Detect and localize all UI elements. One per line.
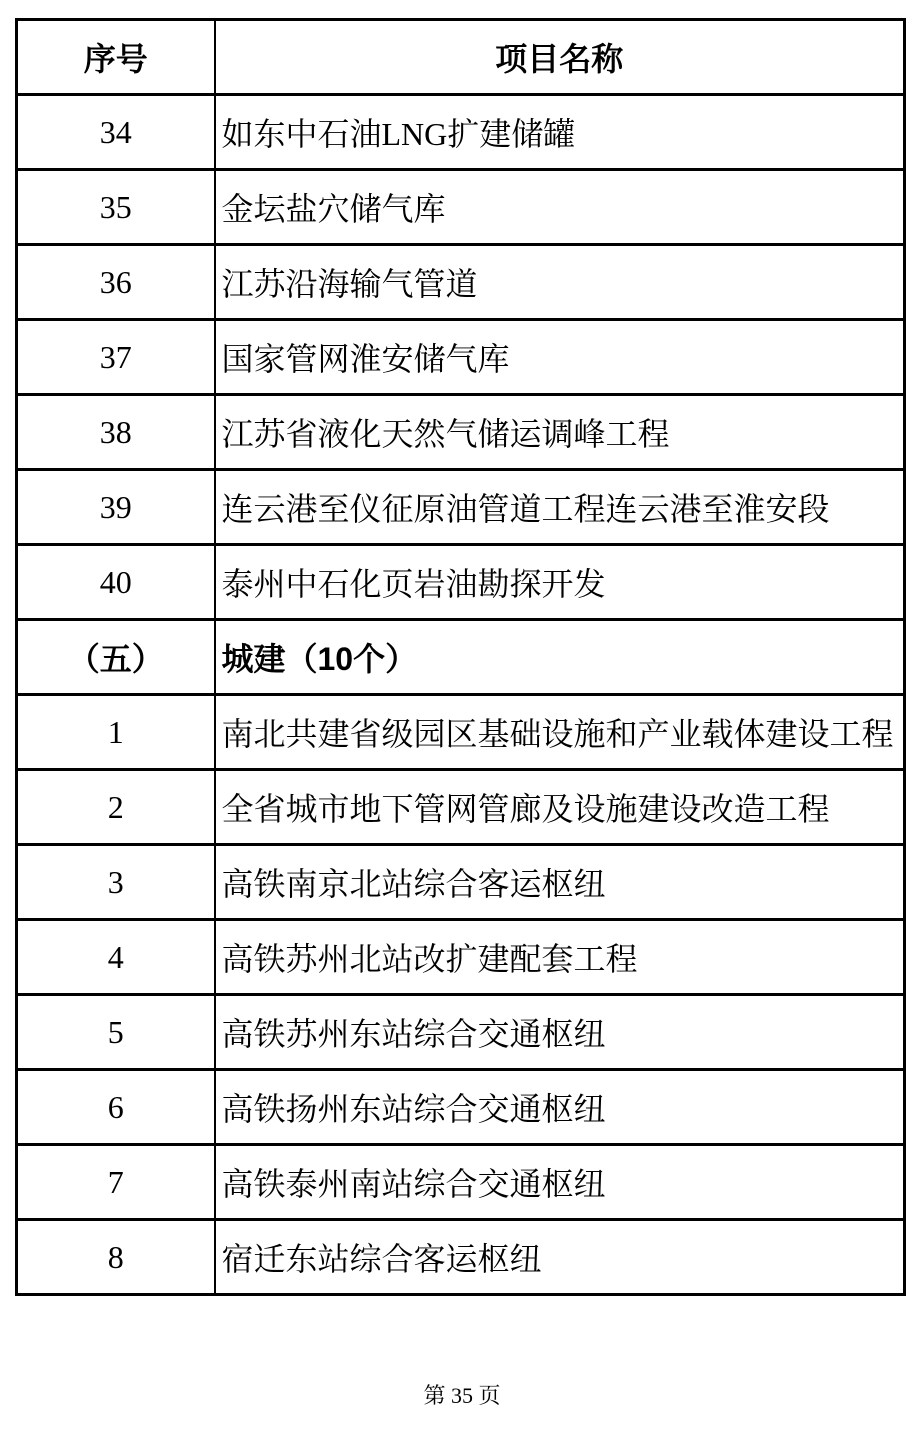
header-project-name: 项目名称	[215, 20, 905, 95]
row-number-cell: （五）	[17, 620, 215, 695]
table-header	[17, 20, 905, 95]
project-name-cell: 高铁苏州北站改扩建配套工程	[215, 920, 905, 995]
row-number-cell: 35	[17, 170, 215, 245]
header-serial-number: 序号	[17, 20, 215, 95]
table-row	[17, 245, 905, 320]
row-number-cell: 3	[17, 845, 215, 920]
header-row	[17, 20, 905, 95]
row-number-cell: 6	[17, 1070, 215, 1145]
table-row	[17, 1145, 905, 1220]
row-number-cell: 36	[17, 245, 215, 320]
project-name-cell: 高铁泰州南站综合交通枢纽	[215, 1145, 905, 1220]
row-number-cell: 38	[17, 395, 215, 470]
table-row	[17, 95, 905, 170]
project-name-cell: 国家管网淮安储气库	[215, 320, 905, 395]
row-number-cell: 5	[17, 995, 215, 1070]
row-number-cell: 4	[17, 920, 215, 995]
table-row	[17, 320, 905, 395]
row-number-cell: 2	[17, 770, 215, 845]
table-row	[17, 170, 905, 245]
table-row	[17, 1220, 905, 1295]
table-row	[17, 470, 905, 545]
project-name-cell: 如东中石油LNG扩建储罐	[215, 95, 905, 170]
table-row	[17, 545, 905, 620]
project-name-cell: 金坛盐穴储气库	[215, 170, 905, 245]
row-number-cell: 37	[17, 320, 215, 395]
table-row	[17, 845, 905, 920]
table-row	[17, 995, 905, 1070]
table-body	[17, 95, 905, 1295]
project-name-cell: 高铁南京北站综合客运枢纽	[215, 845, 905, 920]
project-name-cell: 宿迁东站综合客运枢纽	[215, 1220, 905, 1295]
table-row	[17, 920, 905, 995]
row-number-cell: 7	[17, 1145, 215, 1220]
project-name-cell: 江苏省液化天然气储运调峰工程	[215, 395, 905, 470]
table-row	[17, 695, 905, 770]
row-number-cell: 34	[17, 95, 215, 170]
project-name-cell: 城建（10个）	[215, 620, 905, 695]
page-number-footer: 第 35 页	[423, 1383, 501, 1408]
table-row	[17, 395, 905, 470]
project-name-cell: 连云港至仪征原油管道工程连云港至淮安段	[215, 470, 905, 545]
row-number-cell: 39	[17, 470, 215, 545]
projects-table	[15, 18, 906, 1296]
project-name-cell: 江苏沿海输气管道	[215, 245, 905, 320]
category-row	[17, 620, 905, 695]
row-number-cell: 40	[17, 545, 215, 620]
row-number-cell: 1	[17, 695, 215, 770]
project-name-cell: 泰州中石化页岩油勘探开发	[215, 545, 905, 620]
table-row	[17, 1070, 905, 1145]
project-name-cell: 南北共建省级园区基础设施和产业载体建设工程	[215, 695, 905, 770]
project-name-cell: 全省城市地下管网管廊及设施建设改造工程	[215, 770, 905, 845]
table-row	[17, 770, 905, 845]
row-number-cell: 8	[17, 1220, 215, 1295]
project-name-cell: 高铁扬州东站综合交通枢纽	[215, 1070, 905, 1145]
project-name-cell: 高铁苏州东站综合交通枢纽	[215, 995, 905, 1070]
